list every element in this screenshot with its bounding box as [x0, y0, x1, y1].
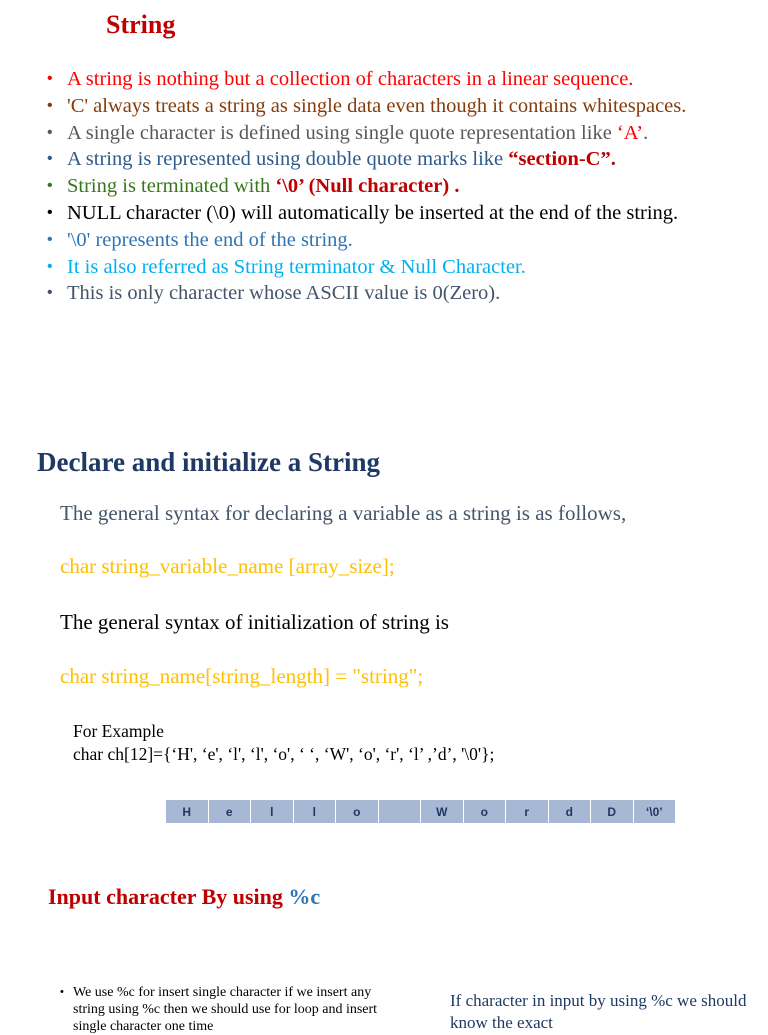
general-syntax-init-text: The general syntax of initialization of string is: [60, 610, 449, 634]
array-cell: e: [209, 800, 252, 823]
input-heading-code: %c: [288, 884, 321, 909]
array-cell: l: [294, 800, 337, 823]
array-cell: [379, 800, 422, 823]
example-label: For Example: [73, 721, 164, 741]
bullet-text: String is terminated with: [67, 175, 276, 198]
example-code: char ch[12]={‘H', ‘e', ‘l', ‘l', ‘o', ‘ ‘, ‘W', ‘o', ‘r', ‘l’ ,’d’, '\0'};: [73, 744, 495, 764]
input-bullet-text: We use %c for insert single character if we insert any string using %c then we should use for loop and insert single character one time: [73, 985, 378, 1034]
list-item: [46, 200, 761, 227]
array-cell: ‘\0’: [634, 800, 677, 823]
bullet-dot: •: [47, 284, 53, 302]
list-item: [46, 227, 761, 254]
general-syntax-declare-text: The general syntax for declaring a variable as a string is as follows,: [60, 501, 627, 525]
array-cell: o: [336, 800, 379, 823]
bullet-text: ‘A’: [616, 121, 644, 144]
array-cell: l: [251, 800, 294, 823]
bullet-dot: •: [47, 123, 53, 141]
array-cell: d: [549, 800, 592, 823]
list-item: [46, 120, 761, 147]
array-cell: W: [421, 800, 464, 823]
section-heading-input: [48, 884, 320, 910]
bullet-dot: •: [47, 96, 53, 114]
list-item: [46, 146, 761, 173]
list-item: [60, 984, 400, 1035]
string-facts-list: [46, 66, 761, 307]
list-item: [46, 66, 761, 93]
page-title: String: [106, 10, 176, 39]
bullet-text: '\0' represents the end of the string.: [67, 228, 353, 251]
bullet-text: NULL character (\0) will automatically be inserted at the end of the string.: [67, 201, 679, 224]
bullet-text: .: [643, 121, 649, 144]
bullet-text: A string is nothing but a collection of characters in a linear sequence.: [67, 68, 634, 90]
list-item: [46, 280, 761, 307]
bullet-text: It is also referred as String terminator & Null Character.: [67, 255, 526, 278]
bullet-text: ‘\0’ (Null character) .: [275, 175, 460, 198]
bullet-dot: •: [47, 203, 53, 221]
bullet-dot: •: [60, 986, 64, 998]
init-syntax-code: char string_name[string_length] = "string";: [60, 664, 424, 688]
bullet-text: This is only character whose ASCII value is 0(Zero).: [67, 282, 501, 305]
bullet-dot: •: [47, 230, 53, 248]
bullet-dot: •: [47, 150, 53, 168]
array-cell: o: [464, 800, 507, 823]
bullet-text: “section-C”.: [508, 148, 616, 171]
input-note: If character in input by using %c we should know the exact: [450, 991, 747, 1032]
bullet-dot: •: [47, 177, 53, 195]
input-heading-text: Input character By using: [48, 884, 289, 909]
declare-syntax-code: char string_variable_name [array_size];: [60, 554, 395, 578]
input-bullet-list: [60, 984, 400, 1035]
char-array-diagram: [166, 800, 676, 823]
bullet-dot: •: [47, 257, 53, 275]
bullet-text: A single character is defined using single quote representation like: [67, 121, 617, 144]
bullet-text: A string is represented using double quote marks like: [67, 148, 509, 171]
array-cell: r: [506, 800, 549, 823]
array-cell: H: [166, 800, 209, 823]
list-item: [46, 173, 761, 200]
array-cell: D: [591, 800, 634, 823]
bullet-dot: •: [47, 70, 53, 87]
list-item: [46, 254, 761, 281]
bullet-text: 'C' always treats a string as single data even though it contains whitespaces.: [67, 94, 687, 117]
section-heading-declare: Declare and initialize a String: [37, 447, 380, 477]
list-item: [46, 93, 761, 120]
